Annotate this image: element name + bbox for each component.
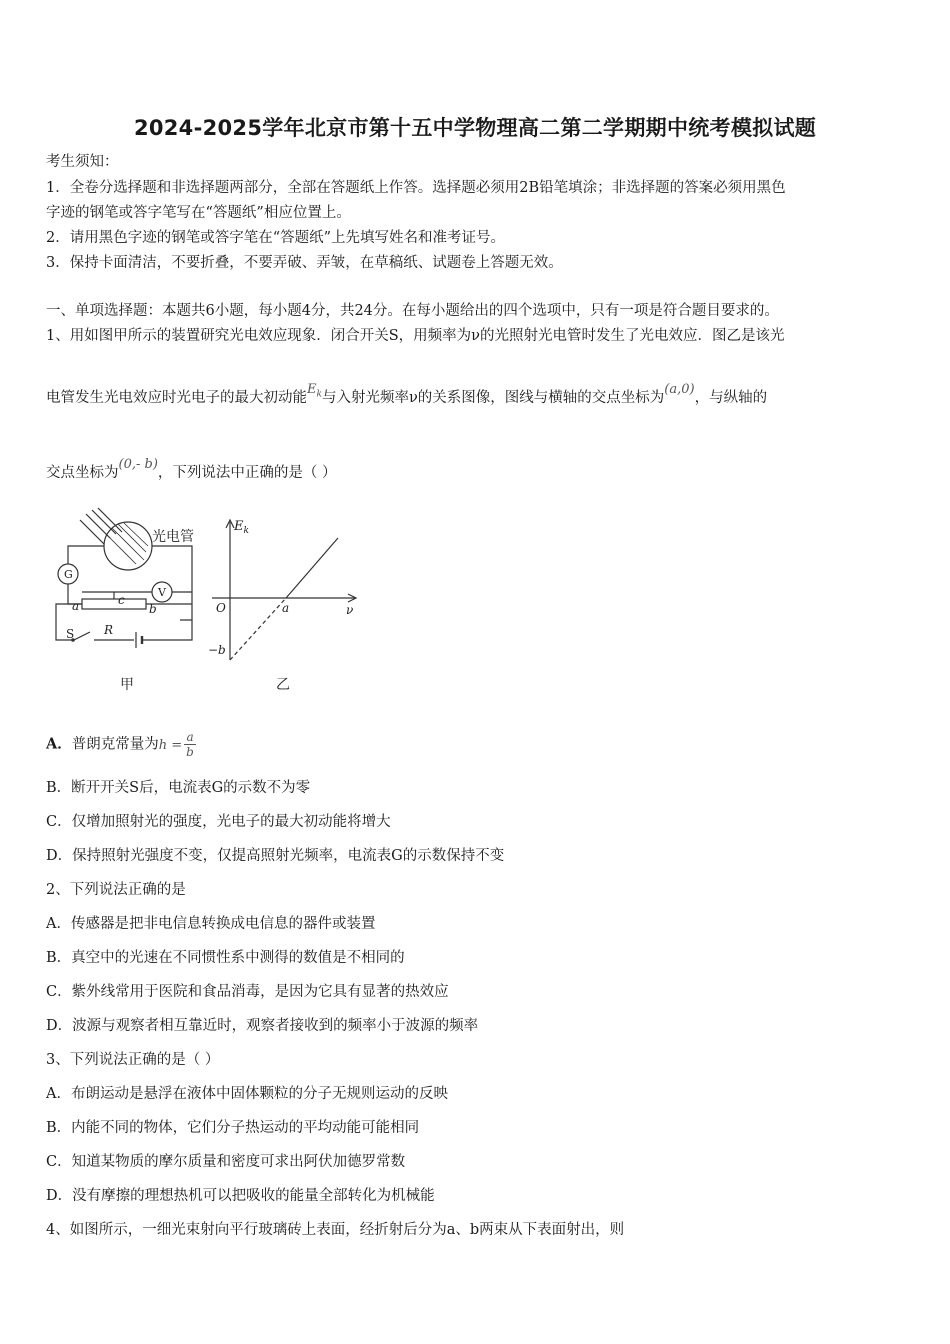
x-axis-label: ν bbox=[346, 603, 354, 617]
section-heading: 一、单项选择题：本题共6小题，每小题4分，共24分。在每小题给出的四个选项中，只有一项是符合题目要求的。 bbox=[46, 303, 779, 319]
v-label: V bbox=[158, 586, 166, 599]
q2-option-c: C．紫外线常用于医院和食品消毒，是因为它具有显著的热效应 bbox=[46, 984, 449, 1000]
notice-item: 1．全卷分选择题和非选择题两部分，全部在答题纸上作答。选择题必须用2B铅笔填涂；非选择题的答案必须用黑色 bbox=[46, 180, 786, 196]
a-label: a bbox=[72, 599, 80, 613]
q3-option-b: B．内能不同的物体，它们分子热运动的平均动能可能相同 bbox=[46, 1120, 420, 1136]
a-intercept-label: a bbox=[282, 601, 290, 615]
r-label: R bbox=[104, 623, 114, 637]
fraction bbox=[184, 730, 196, 759]
q2-option-b: B．真空中的光速在不同惯性系中测得的数值是不相同的 bbox=[46, 950, 405, 966]
phototube-circle bbox=[104, 522, 152, 570]
y-axis-label bbox=[233, 519, 249, 536]
q3-option-a: A．布朗运动是悬浮在液体中固体颗粒的分子无规则运动的反映 bbox=[46, 1086, 448, 1102]
figure-label-jia: 甲 bbox=[120, 677, 134, 693]
b-intercept-label: −b bbox=[208, 643, 226, 657]
fraction-den: b bbox=[186, 745, 194, 759]
wire bbox=[68, 546, 104, 564]
q4-stem: 4、如图所示，一细光束射向平行玻璃砖上表面，经折射后分为a、b两束从下表面射出，则 bbox=[46, 1222, 625, 1238]
q2-stem: 2、下列说法正确的是 bbox=[46, 882, 186, 898]
q1-text: 交点坐标为 bbox=[46, 465, 119, 481]
h-symbol: h = bbox=[158, 737, 183, 753]
wire bbox=[142, 620, 192, 640]
c-label: c bbox=[118, 593, 125, 607]
q1-stem-line1: 1、用如图甲所示的装置研究光电效应现象．闭合开关S，用频率为ν的光照射光电管时发生了光电效应．图乙是该光 bbox=[46, 328, 785, 344]
q1-option-c: C．仅增加照射光的强度，光电子的最大初动能将增大 bbox=[46, 814, 391, 830]
light-ray bbox=[80, 520, 104, 544]
q1-stem-line3 bbox=[46, 457, 337, 484]
figure-graph bbox=[206, 512, 366, 692]
switch bbox=[74, 632, 90, 640]
ek-letter: E bbox=[307, 382, 317, 397]
rheostat bbox=[82, 599, 146, 609]
phototube-label: 光电管 bbox=[152, 529, 194, 545]
ek-sub: k bbox=[243, 526, 249, 536]
q1-text: 与入射光频率ν的关系图像，图线与横轴的交点坐标为 bbox=[321, 390, 665, 406]
ek-letter: E bbox=[234, 519, 244, 534]
graph-line bbox=[286, 538, 338, 598]
coord-b: (0,- b) bbox=[118, 457, 158, 472]
g-label: G bbox=[64, 568, 73, 581]
option-text: 普朗克常量为 bbox=[71, 736, 159, 753]
q1-stem-line2 bbox=[46, 382, 768, 414]
origin-label: O bbox=[216, 601, 226, 615]
q2-option-d: D．波源与观察者相互靠近时，观察者接收到的频率小于波源的频率 bbox=[46, 1018, 479, 1034]
notice-heading: 考生须知： bbox=[46, 154, 119, 170]
ek-sub: k bbox=[316, 389, 322, 400]
option-letter: A． bbox=[46, 735, 72, 753]
q1-text: ，下列说法中正确的是（ ） bbox=[157, 465, 337, 481]
q1-option-a bbox=[46, 730, 196, 759]
q3-option-d: D．没有摩擦的理想热机可以把吸收的能量全部转化为机械能 bbox=[46, 1188, 435, 1204]
q3-stem: 3、下列说法正确的是（ ） bbox=[46, 1052, 220, 1068]
q2-option-a: A．传感器是把非电信息转换成电信息的器件或装置 bbox=[46, 916, 376, 932]
q1-option-d: D．保持照射光强度不变，仅提高照射光频率，电流表G的示数保持不变 bbox=[46, 848, 505, 864]
coord-a: (a,0) bbox=[664, 382, 695, 397]
fraction-num: a bbox=[184, 730, 196, 745]
page-title: 2024-2025学年北京市第十五中学物理高二第二学期期中统考模拟试题 bbox=[133, 116, 817, 140]
ek-symbol bbox=[307, 382, 322, 400]
q3-option-c: C．知道某物质的摩尔质量和密度可求出阿伏加德罗常数 bbox=[46, 1154, 406, 1170]
figure-circuit bbox=[52, 506, 212, 696]
b-label: b bbox=[149, 602, 157, 616]
graph-extension bbox=[230, 598, 286, 660]
q1-text: ，与纵轴的 bbox=[694, 390, 768, 406]
notice-item: 2．请用黑色字迹的钢笔或答字笔在“答题纸”上先填写姓名和准考证号。 bbox=[46, 230, 506, 246]
q1-text: 电管发生光电效应时光电子的最大初动能 bbox=[46, 390, 307, 406]
notice-item: 3．保持卡面清洁，不要折叠，不要弄破、弄皱，在草稿纸、试题卷上答题无效。 bbox=[46, 255, 563, 271]
s-label: S bbox=[66, 627, 75, 641]
q1-option-b: B．断开开关S后，电流表G的示数不为零 bbox=[46, 780, 311, 796]
phototube-hatch bbox=[108, 523, 148, 564]
notice-item: 字迹的钢笔或答字笔写在“答题纸”相应位置上。 bbox=[46, 205, 351, 221]
figure-label-yi: 乙 bbox=[276, 677, 290, 692]
